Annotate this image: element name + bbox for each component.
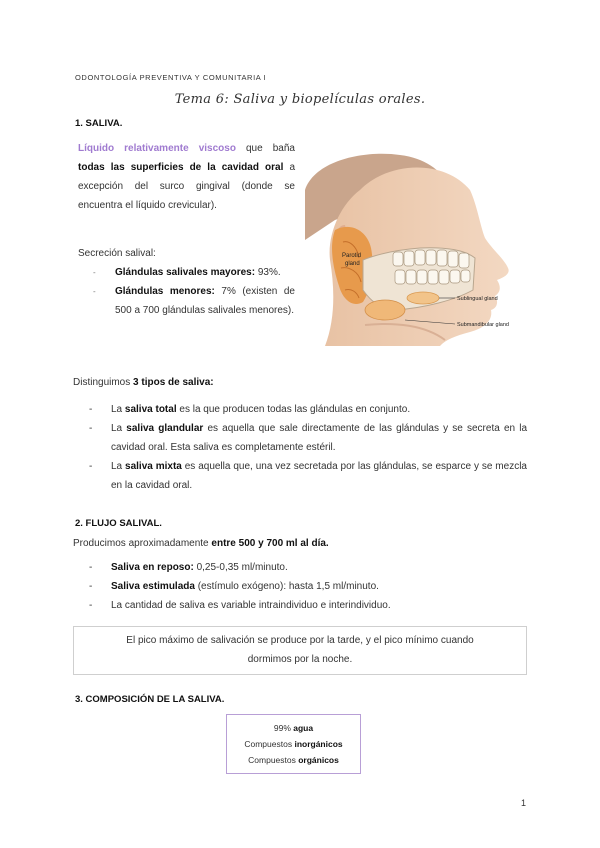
- list-item: [89, 558, 527, 577]
- composition-bold: agua: [293, 723, 314, 733]
- parotid-label-2: gland: [345, 261, 360, 267]
- flow-item-bold: Saliva estimulada: [111, 581, 195, 592]
- list-item: [93, 263, 295, 282]
- sublingual-label: Sublingual gland: [457, 296, 498, 302]
- definition-text-2: a excepción del surco gingival (donde se encuentra el líquido crevicular).: [78, 162, 296, 211]
- saliva-types-list: [89, 400, 527, 495]
- course-header: ODONTOLOGÍA PREVENTIVA Y COMUNITARIA I: [75, 73, 267, 82]
- composition-row: [227, 752, 360, 768]
- section-1-heading: 1. SALIVA.: [75, 118, 123, 129]
- flow-intro-text: Producimos aproximadamente: [73, 538, 212, 549]
- composition-text: Compuestos: [248, 755, 299, 765]
- type-bold: saliva glandular: [126, 423, 204, 434]
- page-number: 1: [521, 798, 527, 808]
- section-2-heading: 2. FLUJO SALIVAL.: [75, 518, 162, 529]
- type-text-1: La: [111, 423, 127, 434]
- flow-item-bold: Saliva en reposo:: [111, 562, 194, 573]
- list-item: [89, 457, 527, 495]
- secretion-item-text: 7% (existen de 500 a 700 glándulas salivales menores).: [115, 286, 295, 316]
- types-intro-bold: 3 tipos de saliva:: [133, 377, 214, 388]
- list-item: [89, 400, 527, 419]
- composition-row: [227, 720, 360, 736]
- list-item: [89, 577, 527, 596]
- types-intro-text: Distinguimos: [73, 377, 134, 388]
- secretion-item-text: 93%.: [255, 267, 281, 278]
- secretion-list: [93, 263, 295, 320]
- flow-intro-bold: entre 500 y 700 ml al día.: [211, 538, 329, 549]
- salivary-glands-illustration: [305, 150, 530, 346]
- type-text-2: es la que producen todas las glándulas en conjunto.: [176, 404, 411, 415]
- list-item: [89, 419, 527, 457]
- head-profile-image: [305, 150, 530, 346]
- flow-list: [89, 558, 527, 615]
- type-text-1: La: [111, 404, 125, 415]
- composition-text: 99%: [273, 723, 294, 733]
- type-text-2: es aquella que, una vez secretada por las glándulas, se esparce y se mezcla en la cavidad oral.: [111, 461, 527, 491]
- secretion-item-bold: Glándulas salivales mayores:: [115, 267, 256, 278]
- note-line-1: El pico máximo de salivación se produce por la tarde, y el pico mínimo cuando: [126, 635, 474, 646]
- parotid-label: Parotid: [342, 253, 362, 259]
- type-text-1: La: [111, 461, 126, 472]
- definition-text-1: que baña: [235, 143, 295, 154]
- composition-text: Compuestos: [244, 739, 295, 749]
- salivation-peak-note: [73, 626, 527, 675]
- types-intro: [73, 373, 214, 392]
- list-item: [89, 596, 527, 615]
- note-line-2: dormimos por la noche.: [247, 654, 353, 665]
- flow-item-text: (estímulo exógeno): hasta 1,5 ml/minuto.: [194, 581, 379, 592]
- composition-bold: orgánicos: [298, 755, 339, 765]
- saliva-definition: [78, 139, 295, 215]
- list-item: [93, 282, 295, 320]
- type-text-2: es aquella que sale directamente de las glándulas y se secreta en la cavidad oral. Esta saliva es completamente estéril.: [111, 423, 528, 453]
- definition-highlight: Líquido relativamente viscoso: [78, 143, 236, 154]
- flow-intro: [73, 534, 329, 553]
- submandibular-label: Submandibular gland: [457, 322, 509, 328]
- flow-item-text: 0,25-0,35 ml/minuto.: [193, 562, 288, 573]
- type-bold: saliva mixta: [125, 461, 182, 472]
- definition-bold: todas las superficies de la cavidad oral: [78, 162, 284, 173]
- secretion-label: Secreción salival:: [78, 248, 156, 259]
- composition-bold: inorgánicos: [294, 739, 343, 749]
- secretion-item-bold: Glándulas menores:: [115, 286, 215, 297]
- section-3-heading: 3. COMPOSICIÓN DE LA SALIVA.: [75, 694, 225, 705]
- page-title: Tema 6: Saliva y biopelículas orales.: [174, 92, 426, 107]
- composition-row: [227, 736, 360, 752]
- type-bold: saliva total: [124, 404, 177, 415]
- flow-item-text: La cantidad de saliva es variable intraindividuo e interindividuo.: [111, 600, 391, 611]
- composition-box: [226, 714, 361, 774]
